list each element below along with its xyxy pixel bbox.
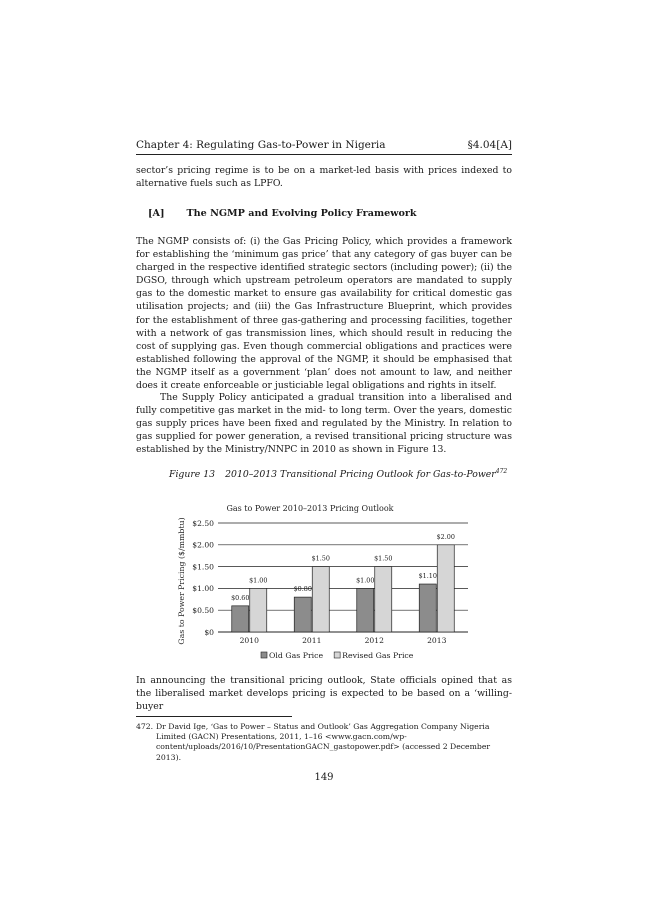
data-label: $0.80 [293,585,312,594]
section-title: The NGMP and Evolving Policy Framework [186,208,417,219]
y-tick-label: $1.50 [192,562,214,572]
legend-swatch [261,652,267,658]
paragraph-transitional-outlook: In announcing the transitional pricing outlook, State officials opined that as the liberalised market develops pricing is expected to be based on a ‘willing-buyer [136,675,512,713]
x-tick-label: 2010 [239,636,259,645]
bar-revised-gas-price [250,588,267,632]
footnote-text: Dr David Ige, ‘Gas to Power – Status and Outlook’ Gas Aggregation Company Nigeria Limited (GACN) Presentations, 2011, 1–16 <www.gacn.com/wp-content/uploads/2016/10/PresentationGACN_gastopower.pdf> (accessed 2 December 2013). [156,722,491,762]
data-label: $2.00 [436,532,455,541]
chart-title: Gas to Power 2010–2013 Pricing Outlook [226,504,394,513]
section-label: [A] [148,208,165,219]
footnote [136,722,512,763]
footnote-number: 472. [136,722,154,731]
y-tick-label: $2.00 [192,540,214,550]
legend-swatch [334,652,340,658]
x-tick-label: 2011 [302,636,322,645]
y-tick-label: $0 [204,627,214,637]
bar-revised-gas-price [375,567,392,632]
bar-old-gas-price [294,597,311,632]
figure-footnote-ref: 472 [495,468,508,475]
y-tick-label: $0.50 [192,606,214,615]
figure-caption-text: 2010–2013 Transitional Pricing Outlook for Gas-to-Power [225,469,496,481]
legend-label: Revised Gas Price [342,651,414,660]
figure-number: Figure 13 [169,469,216,481]
chapter-title: Chapter 4: Regulating Gas-to-Power in Nigeria [136,139,386,151]
y-tick-label: $1.00 [192,584,214,594]
data-label: $1.50 [311,554,330,563]
intro-paragraph: sector’s pricing regime is to be on a market-led basis with prices indexed to alternative fuels such as LPFO. [136,165,512,190]
running-head [136,139,512,151]
data-label: $1.10 [418,572,437,581]
data-label: $1.00 [249,576,268,585]
x-tick-label: 2012 [364,636,384,645]
x-tick-label: 2013 [427,636,447,645]
header-rule [136,154,512,155]
pricing-chart [170,498,490,668]
footnote-rule [136,716,292,717]
bar-revised-gas-price [437,545,454,632]
paragraph-supply-policy: The Supply Policy anticipated a gradual transition into a liberalised and fully competitive gas market in the mid- to long term. Over the years, domestic gas supply prices have been fixed and regulated by the Ministry. In relation to gas supplied for power generation, a revised transitional pricing structure was established by the Ministry/NNPC in 2010 as shown in Figure 13. [136,392,512,456]
data-label: $0.60 [231,593,250,602]
page-number: 149 [314,772,334,783]
figure-caption [169,468,507,480]
section-reference: §4.04[A] [467,139,512,151]
data-label: $1.00 [356,576,375,585]
chart-y-axis-label: Gas to Power Pricing ($/mmbtu) [177,517,186,645]
section-heading [148,208,417,219]
bar-old-gas-price [357,588,374,632]
legend-label: Old Gas Price [269,651,324,660]
y-tick-label: $2.50 [192,518,214,528]
data-label: $1.50 [374,554,393,563]
bar-old-gas-price [419,584,436,632]
paragraph-ngmp: The NGMP consists of: (i) the Gas Pricing Policy, which provides a framework for establishing the ‘minimum gas price’ that any category of gas buyer can be charged in the respective identified strategic sectors (including power); (ii) the DGSO, through which upstream petroleum operators are mandated to supply gas to the domestic market to ensure gas availability for critical domestic gas utilisation projects; and (iii) the Gas Infrastructure Blueprint, which provides for the establishment of three gas-gathering and processing facilities, together with a network of gas transmission lines, which should result in reducing the cost of supplying gas. Even though commercial obligations and practices were established following the approval of the NGMP, it should be emphasised that the NGMP itself as a government ‘plan’ does not amount to law, and neither does it create enforceable or justiciable legal obligations and rights in itself. [136,236,512,392]
bar-revised-gas-price [312,567,329,632]
bar-old-gas-price [232,606,249,632]
